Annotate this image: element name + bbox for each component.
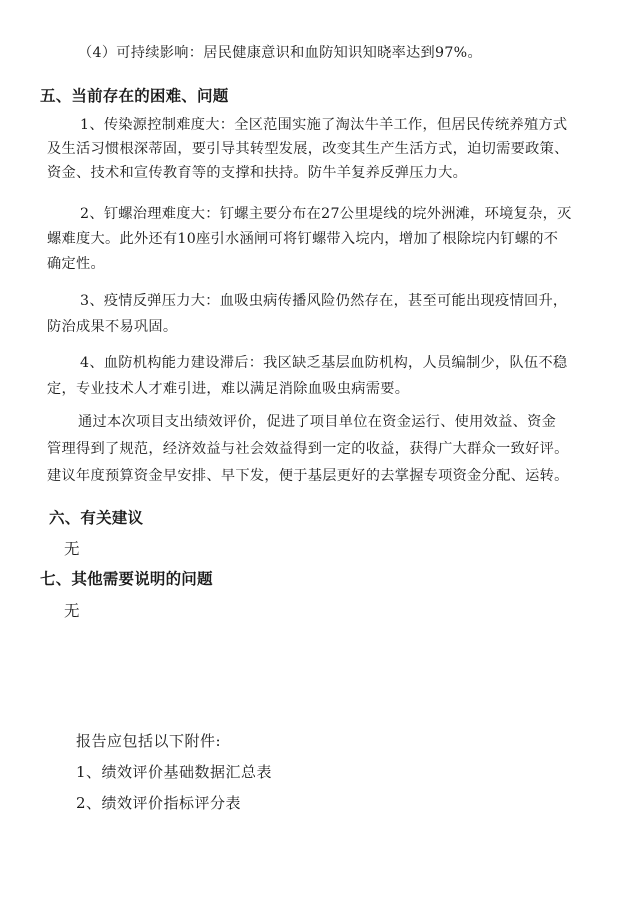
section-5-para-5-line-1: 通过本次项目支出绩效评价，促进了项目单位在资金运行、使用效益、资金 bbox=[78, 414, 557, 430]
section-5-para-5-line-3: 建议年度预算资金早安排、早下发，便于基层更好的去掌握专项资金分配、运转。 bbox=[47, 468, 569, 484]
section-5-para-2-line-2: 螺难度大。此外还有10座引水涵闸可将钉螺带入垸内，增加了根除垸内钉螺的不 bbox=[47, 231, 559, 247]
section-6-heading: 六、有关建议 bbox=[49, 509, 144, 527]
section-5-para-2-line-3: 确定性。 bbox=[47, 256, 105, 272]
section-5-para-3-line-1: 3、疫情反弹压力大：血吸虫病传播风险仍然存在，甚至可能出现疫情回升， bbox=[80, 293, 568, 309]
section-7-body: 无 bbox=[64, 602, 80, 620]
section-5-para-1-line-1: 1、传染源控制难度大：全区范围实施了淘汰牛羊工作，但居民传统养殖方式 bbox=[80, 117, 568, 133]
section-5-para-4-line-1: 4、血防机构能力建设滞后：我区缺乏基层血防机构，人员编制少，队伍不稳 bbox=[80, 355, 568, 371]
attachment-item-1: 1、绩效评价基础数据汇总表 bbox=[76, 763, 273, 781]
attachment-item-2: 2、绩效评价指标评分表 bbox=[76, 794, 242, 812]
section-5-para-1-line-2: 及生活习惯根深蒂固，要引导其转型发展，改变其生产生活方式，迫切需要政策、 bbox=[47, 141, 569, 157]
section-5-para-4-line-2: 定，专业技术人才难引进，难以满足消除血吸虫病需要。 bbox=[47, 381, 410, 397]
section-6-body: 无 bbox=[64, 540, 80, 558]
section-5-para-1-line-3: 资金、技术和宣传教育等的支撑和扶持。防牛羊复养反弹压力大。 bbox=[47, 165, 468, 181]
section-5-heading: 五、当前存在的困难、问题 bbox=[40, 87, 229, 105]
section-5-para-2-line-1: 2、钉螺治理难度大：钉螺主要分布在27公里堤线的垸外洲滩，环境复杂，灭 bbox=[80, 206, 572, 222]
attachments-intro: 报告应包括以下附件: bbox=[76, 732, 222, 750]
section-7-heading: 七、其他需要说明的问题 bbox=[40, 570, 213, 588]
sustainable-impact-line: （4）可持续影响：居民健康意识和血防知识知晓率达到97%。 bbox=[78, 45, 482, 61]
section-5-para-5-line-2: 管理得到了规范，经济效益与社会效益得到一定的收益，获得广大群众一致好评。 bbox=[47, 441, 569, 457]
section-5-para-3-line-2: 防治成果不易巩固。 bbox=[47, 319, 178, 335]
